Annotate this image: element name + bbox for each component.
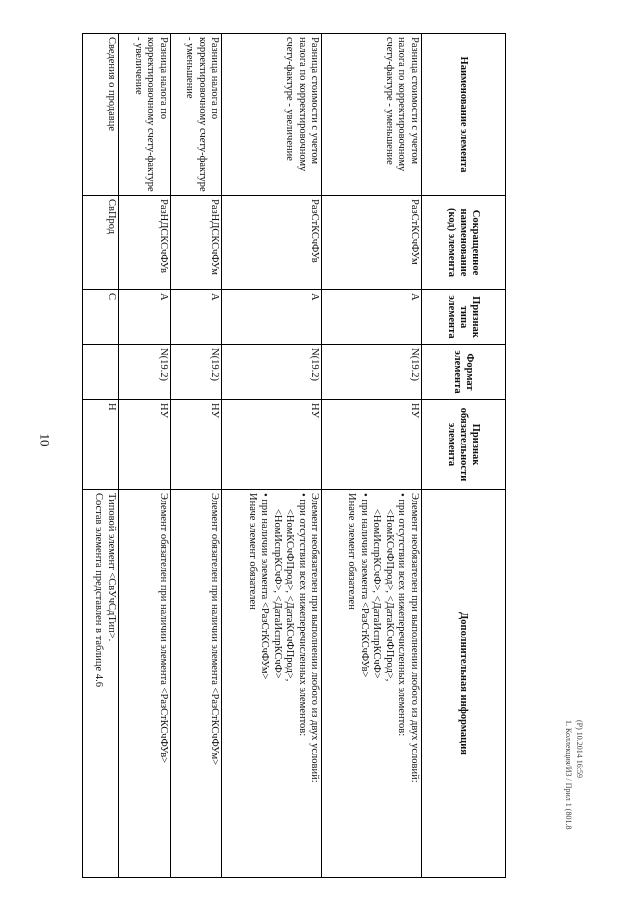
table-row <box>170 34 222 878</box>
info-line: Типовой элемент <СвУчСдТип>. <box>105 493 117 642</box>
info-bullet: • при наличии элемента <РазСтКСчФУм> <box>258 493 271 874</box>
header-code: Сокращенное наименование (код) элемента <box>422 196 506 290</box>
info-sub-list <box>270 501 295 874</box>
footer-line-2: 1. Коллекция/ИЗ / Прил 1 (801.8 <box>564 720 573 830</box>
cell-code: РазСтКСчФУм <box>322 196 422 290</box>
cell-format: N(19.2) <box>222 345 322 400</box>
info-line: Состав элемента представлен в таблице 4.6 <box>93 493 105 687</box>
cell-name: Разница налога по корректировочному счету-фактуре - увеличение <box>118 34 170 196</box>
cell-format: N(19.2) <box>322 345 422 400</box>
table-row <box>83 34 119 878</box>
cell-type: А <box>118 290 170 345</box>
table-row <box>222 34 322 878</box>
bullet-text: при отсутствии всех нижеперечисленных элементов: <box>296 499 308 737</box>
cell-info: Элемент обязателен при наличии элемента <РазСтКСчФУм> <box>170 490 222 878</box>
info-bullet: • при наличии элемента <РазСтКСчФУв> <box>358 493 371 874</box>
bullet-text: при отсутствии всех нижеперечисленных элементов: <box>396 499 408 737</box>
cell-info <box>83 490 119 878</box>
header-format: Формат элемента <box>422 345 506 400</box>
cell-type: А <box>322 290 422 345</box>
cell-mandatory: НУ <box>170 400 222 490</box>
cell-format: N(19.2) <box>170 345 222 400</box>
table-container <box>82 33 506 877</box>
info-end: Иначе элемент обязателен <box>346 493 358 610</box>
header-mandatory: Признак обязательности элемента <box>422 400 506 490</box>
cell-code: РазНДСКСчФУм <box>170 196 222 290</box>
table-row <box>118 34 170 878</box>
cell-mandatory: НУ <box>222 400 322 490</box>
info-sub-item: <НомИспрКСчФ>, <ДатаИспрКСчФ> <box>371 509 383 679</box>
cell-info <box>222 490 322 878</box>
info-intro: Элемент необязателен при выполнении любого из двух условий: <box>409 493 420 783</box>
info-conditions <box>258 493 308 874</box>
footer-stamp <box>563 720 585 829</box>
info-intro: Элемент необязателен при выполнении любого из двух условий: <box>309 493 321 783</box>
cell-mandatory: НУ <box>118 400 170 490</box>
cell-code: РазСтКСчФУв <box>222 196 322 290</box>
footer-line-1: (Р) 10.2014 16:59 <box>575 720 584 778</box>
cell-format <box>83 345 119 400</box>
cell-mandatory: Н <box>83 400 119 490</box>
cell-format: N(19.2) <box>118 345 170 400</box>
info-sub-item: <НомКСчФПрод>, <ДатаКСчФПрод>, <box>284 509 296 682</box>
cell-info <box>322 490 422 878</box>
cell-type: С <box>83 290 119 345</box>
elements-table <box>82 33 506 878</box>
header-row <box>422 34 506 878</box>
info-end: Иначе элемент обязателен <box>246 493 258 610</box>
header-info: Дополнительная информация <box>422 490 506 878</box>
info-bullet <box>370 493 408 874</box>
page-number: 10 <box>37 433 53 447</box>
table-row <box>322 34 422 878</box>
info-bullet <box>270 493 308 874</box>
cell-name: Разница стоимости с учетом налога по корректировочному счету-фактуре - уменьшение <box>322 34 422 196</box>
info-sub-item: <НомКСчФПрод>, <ДатаКСчФПрод>, <box>384 509 395 682</box>
cell-name: Сведения о продавце <box>83 34 119 196</box>
header-name: Наименование элемента <box>422 34 506 196</box>
cell-type: А <box>170 290 222 345</box>
cell-info: Элемент обязателен при наличии элемента <РазСтКСчФУв> <box>118 490 170 878</box>
cell-mandatory: НУ <box>322 400 422 490</box>
cell-type: А <box>222 290 322 345</box>
info-conditions <box>358 493 408 874</box>
cell-code: СвПрод <box>83 196 119 290</box>
cell-code: РазНДСКСчФУв <box>118 196 170 290</box>
info-sub-item: <НомИспрКСчФ>, <ДатаИспрКСчФ> <box>271 509 283 679</box>
info-sub-list <box>370 501 395 874</box>
cell-name: Разница налога по корректировочному счету-фактуре - уменьшение <box>170 34 222 196</box>
header-type: Признак типа элемента <box>422 290 506 345</box>
cell-name: Разница стоимости с учетом налога по корректировочному счету-фактуре - увеличение <box>222 34 322 196</box>
